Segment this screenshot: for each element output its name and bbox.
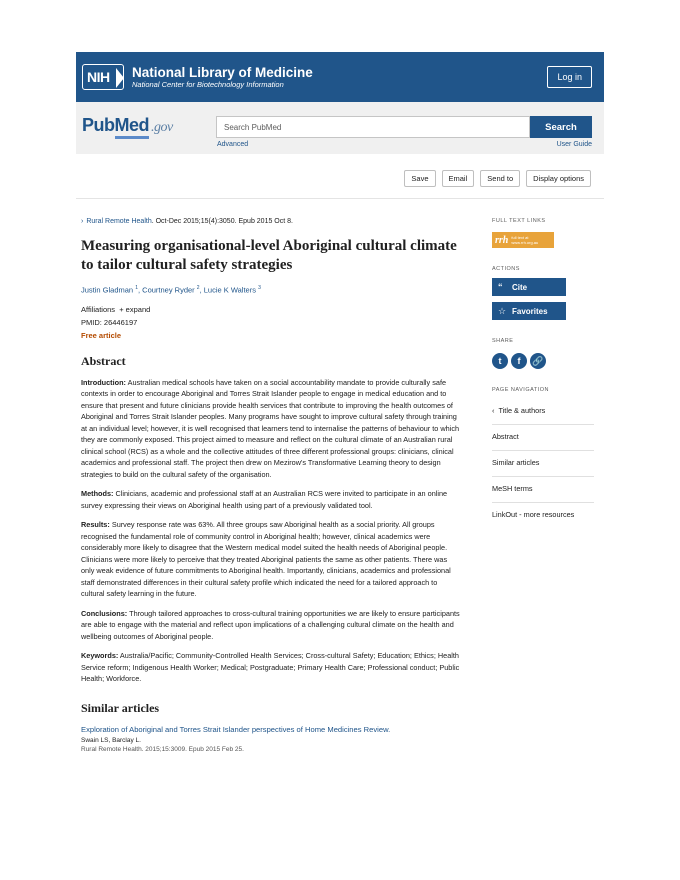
page-frame [76,52,604,830]
twitter-icon[interactable]: t [492,353,508,369]
abstract-results: Results: Survey response rate was 63%. All three groups saw Aboriginal health as a social priority. All groups recognised the fundamental role of community control in Aboriginal health; however, clinical academics were considerably more likely to disagree that the Western medical model suited the health needs of Aboriginal people. Clinicians were more likely to perceive that they treated Aboriginal patients the same as other patients. There was only weak evidence of future commitments to Aboriginal health. Importantly, clinicians, academics and professional staff demonstrated differences in their cultural safety profile which indicated the need for a tailored approach to cultural safety learning in the future. [81,520,451,598]
author-link[interactable]: Courtney Ryder [142,285,195,295]
share-icons [492,353,594,369]
search-input[interactable]: Search PubMed [216,116,530,138]
abstract-conclusions: Conclusions: Through tailored approaches to cross-cultural training opportunities we are likely to ensure participants are able to engage with the material and reflect upon implications of a challenging cultural climate on the health and wellbeing outcomes of Aboriginal people. [81,608,460,641]
search-button[interactable]: Search [530,116,592,138]
facebook-icon[interactable]: f [511,353,527,369]
advanced-search-link[interactable]: Advanced [217,141,249,148]
free-article-badge: Free article [81,330,122,340]
divider [76,198,604,199]
abstract-methods: Methods: Clinicians, academic and professional staff at an Australian RCS were invited to participate in an online survey expressing their views on Aboriginal health using part of a previously validated tool. [81,489,448,510]
nlm-header [76,52,604,102]
author-link[interactable]: Justin Gladman [81,285,134,295]
rrh-full-text-link[interactable]: rrh full text at www.rrh.org.au [492,232,554,248]
search-bar [76,102,604,154]
similar-article-authors: Swain LS, Barclay L. [81,736,141,744]
sidebar [492,218,594,528]
share-heading: SHARE [492,338,514,344]
journal-citation: › Rural Remote Health. Oct-Dec 2015;15(4):3050. Epub 2015 Oct 8. [81,218,293,225]
save-button[interactable]: Save [404,170,435,187]
pubmed-logo[interactable]: PubMed .gov [82,115,173,139]
abstract-keywords: Keywords: Australia/Pacific; Community-Controlled Health Services; Cross-cultural Safety; Education; Ethics; Health Service reform; Indigenous Health Worker; Medical; Postgraduate; Primary Health Care; Professional conduct; Public Health; Workforce. [81,651,460,683]
full-text-links-heading: FULL TEXT LINKS [492,218,546,224]
nav-title-authors[interactable]: ‹ Title & authors [492,399,594,425]
abstract-introduction: Introduction: Australian medical schools have taken on a social accountability mandate to provide culturally safe contexts in order to encourage Aboriginal and Torres Strait Islander people to engage in medical education and to ensure that present and future clinicians provide health services that contribute to improving the health outcomes of Aboriginal and Torres Strait Islander peoples. Many programs have sought to improve cultural safety through training at an individual level; however, it is well recognised that learners tend to internalise the patterns of behaviour to which they are commonly exposed. This project aimed to measure and reflect on the cultural climate of an Australian rural clinical school (RCS) as a whole and the collective attitudes of three different professional groups: clinicians, clinical academics and professional staff. The project then drew on Mezirow's Transformative Learning theory to design strategies to build on the cultural safety of the organisation. [81,377,460,479]
nav-mesh-terms[interactable]: MeSH terms [492,477,594,503]
affiliations-label: Affiliations [81,304,116,314]
user-guide-link[interactable]: User Guide [556,141,592,148]
article-main [81,218,461,753]
author-list: Justin Gladman $^1$, Courtney Ryder $^2$, Lucie K Walters $^3$ [81,285,261,295]
article-toolbar [404,170,591,187]
article-title: Measuring organisational-level Aboriginal cultural climate to tailor cultural safety strategies [81,238,457,273]
expand-affiliations-button[interactable]: + expand [119,304,151,314]
actions-heading: ACTIONS [492,266,520,272]
email-button[interactable]: Email [442,170,475,187]
similar-article-source: Rural Remote Health. 2015;15:3009. Epub 2015 Feb 25. [81,745,244,753]
quote-icon: “ [498,282,503,292]
similar-article-link[interactable]: Exploration of Aboriginal and Torres Strait Islander perspectives of Home Medicines Review. [81,724,391,734]
star-icon: ☆ [498,305,507,316]
org-subtitle: National Center for Biotechnology Information [132,79,284,89]
nlm-logo[interactable] [82,64,313,90]
nav-linkout[interactable]: LinkOut - more resources [492,510,575,519]
chevron-right-icon: › [81,218,84,225]
login-button[interactable]: Log in [547,66,592,88]
page-navigation [492,399,594,528]
pmid: PMID: 26446197 [81,317,138,327]
send-to-button[interactable]: Send to [480,170,520,187]
abstract-heading: Abstract [81,353,126,368]
journal-link[interactable]: Rural Remote Health [86,218,152,225]
author-link[interactable]: Lucie K Walters [203,285,256,295]
link-icon[interactable]: 🔗 [530,353,546,369]
nih-logo-icon: NIH [82,64,124,90]
favorites-button[interactable]: ☆ Favorites [492,302,566,320]
chevron-left-icon: ‹ [492,406,495,415]
nav-similar-articles[interactable]: Similar articles [492,451,594,477]
org-title: National Library of Medicine [132,64,313,80]
similar-articles-heading: Similar articles [81,700,160,715]
article-meta [81,303,461,342]
page-navigation-heading: PAGE NAVIGATION [492,387,550,393]
nav-abstract[interactable]: Abstract [492,425,594,451]
cite-button[interactable]: “ Cite [492,278,566,296]
display-options-button[interactable]: Display options [526,170,591,187]
